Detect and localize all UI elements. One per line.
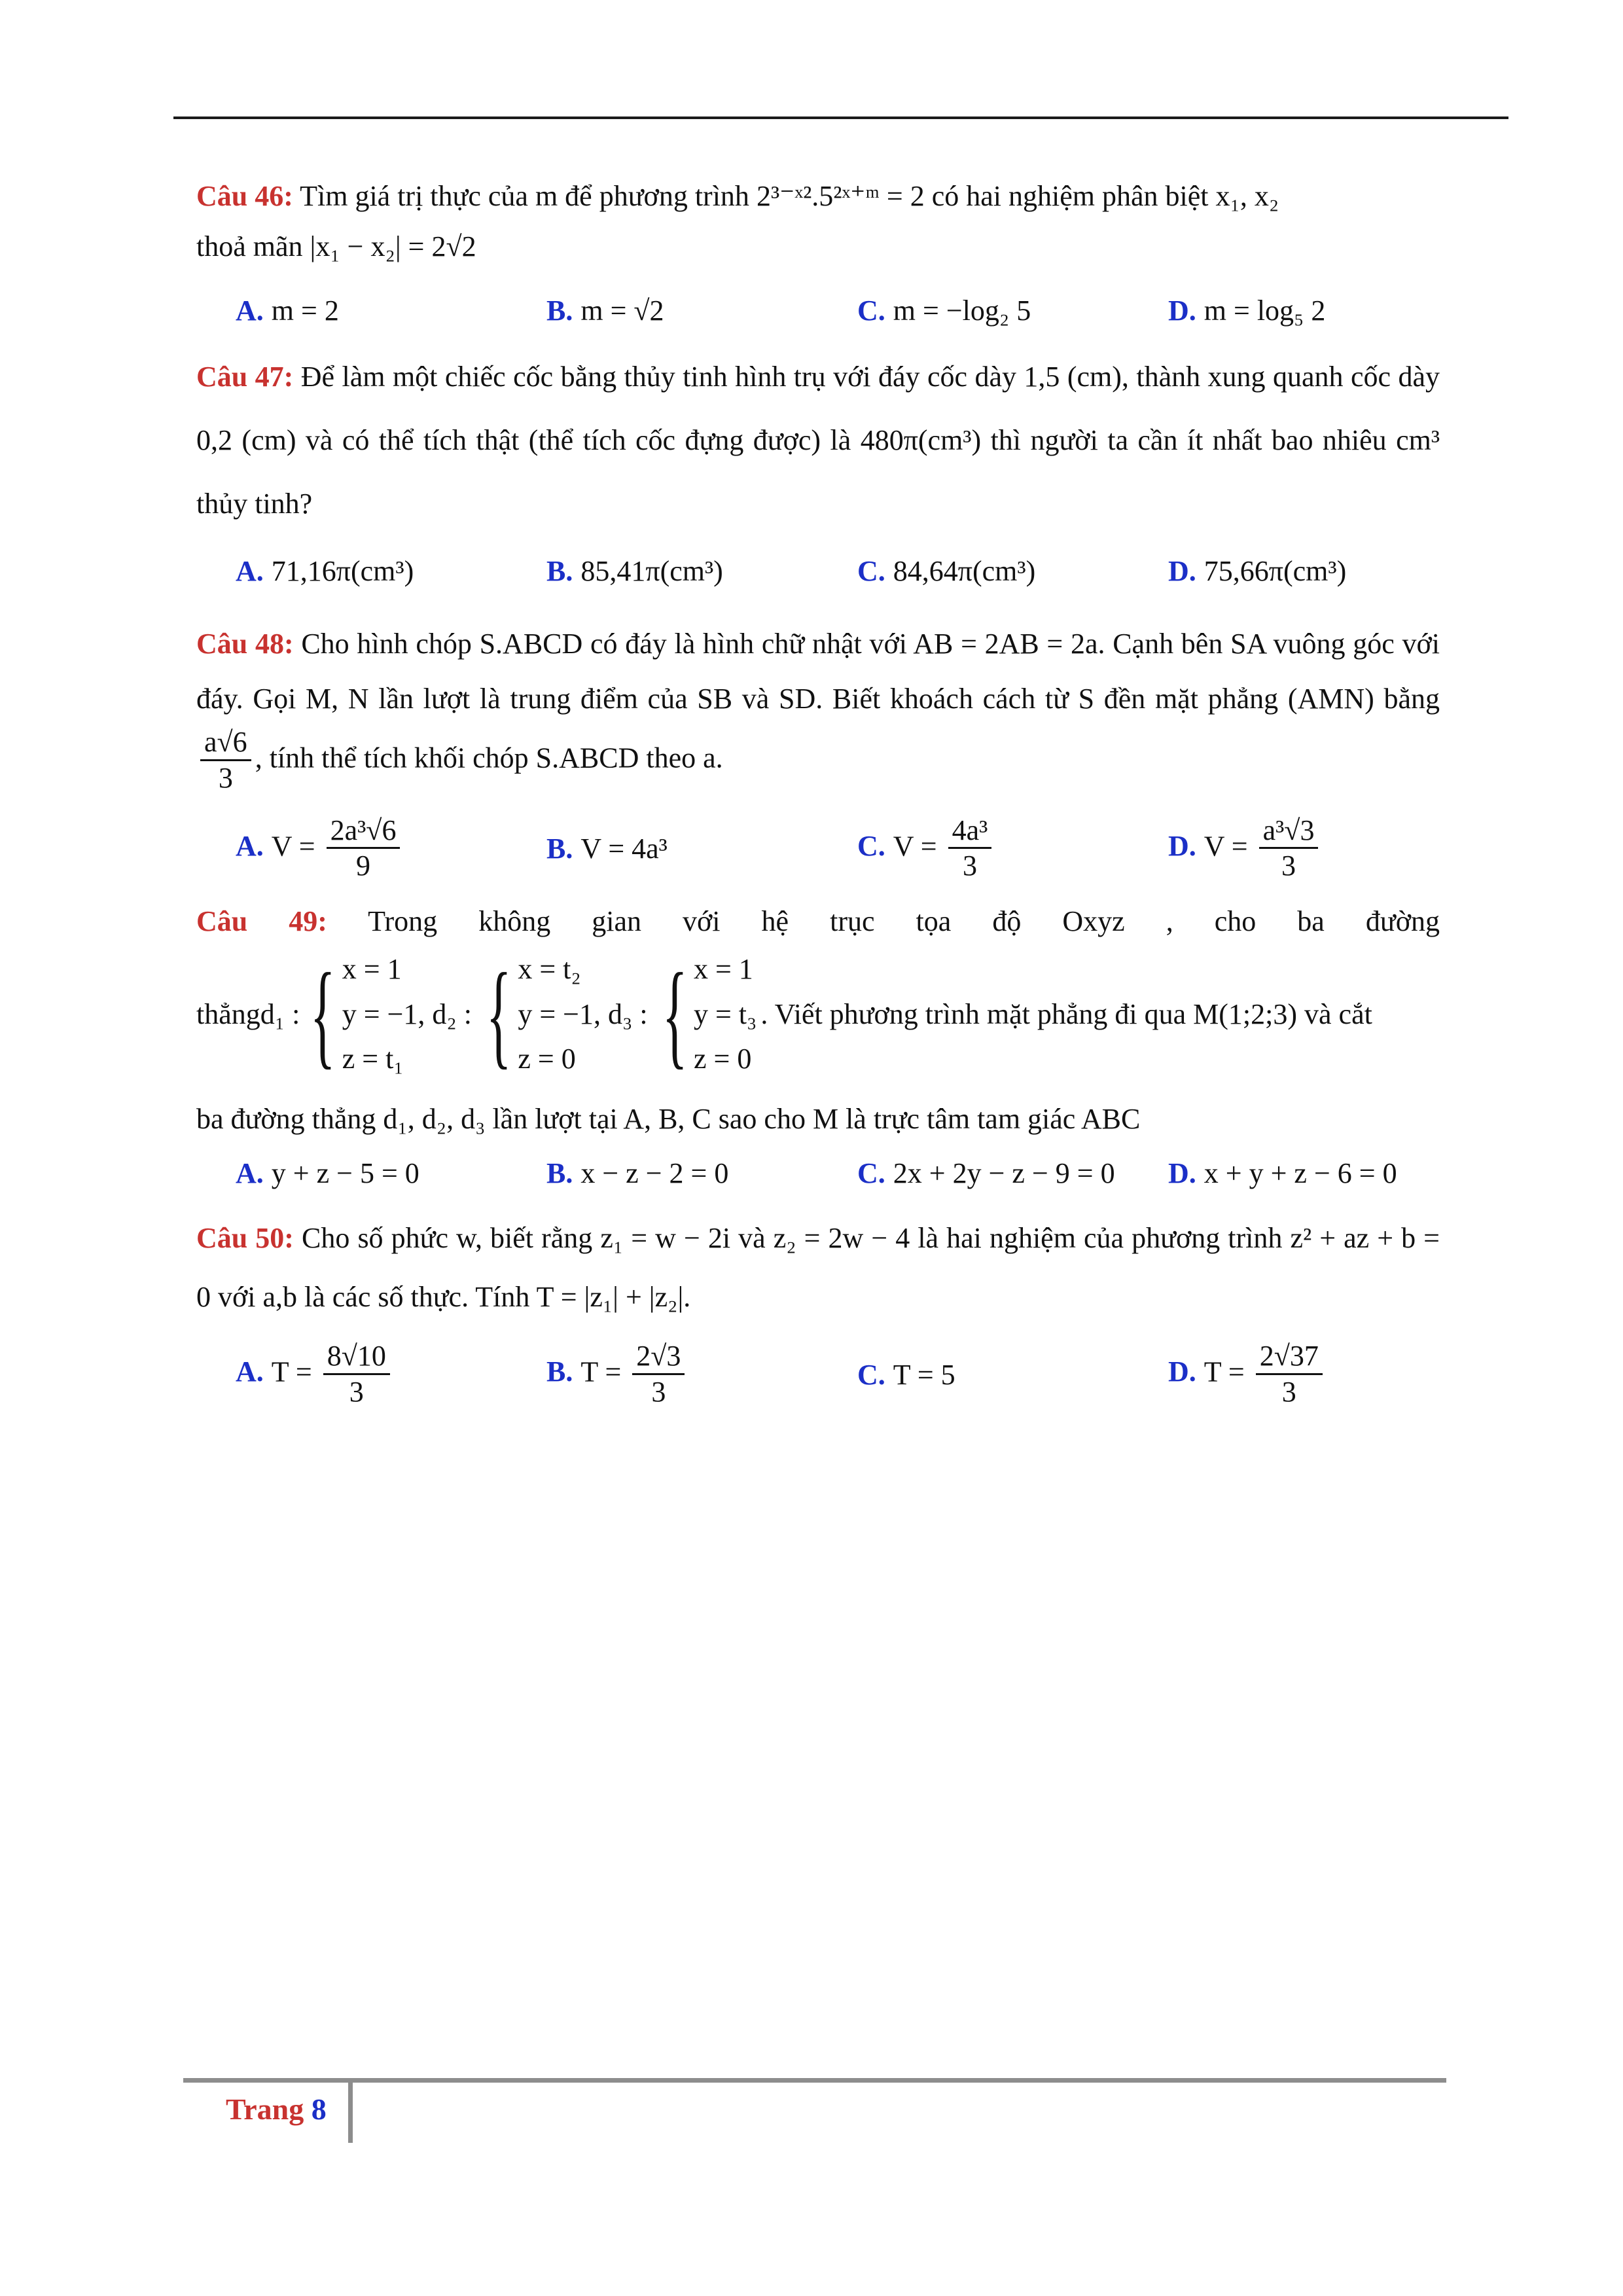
question-48-label: Câu 48: (196, 627, 294, 660)
question-49-text-2: . Viết phương trình mặt phẳng đi qua M(1;2;3) và cắt (760, 997, 1372, 1030)
question-50-equation: z² + az + b = 0 (196, 1221, 1440, 1313)
option-label: D. (1168, 554, 1196, 587)
option-text: x − z − 2 = 0 (580, 1157, 729, 1190)
option-label: B. (546, 833, 573, 865)
question-49-systems (196, 947, 1440, 1081)
option-label: C. (857, 1157, 885, 1190)
question-48 (196, 617, 1440, 796)
question-49-text-1: Trong không gian với hệ trục tọa độ Oxyz , cho ba đường (327, 905, 1440, 937)
option-label: B. (546, 294, 573, 327)
system-row: y = t₃ (693, 997, 757, 1030)
question-50-text-1: Cho số phức w, biết rằng (293, 1221, 601, 1254)
option-text: m = 2 (271, 294, 339, 327)
question-49 (196, 902, 1440, 941)
fraction-denominator: 9 (356, 850, 371, 882)
option-label: A. (236, 829, 264, 862)
question-46-vars: x₁, x₂ (1215, 180, 1279, 212)
option-d[interactable] (1168, 1154, 1479, 1193)
question-49-lines: d₁, d₂, d₃ (383, 1102, 486, 1135)
system-row: y = −1, d₂ : (342, 997, 472, 1030)
question-50-text-2: và (730, 1221, 774, 1254)
question-50-text-4: với a,b là các số thực. Tính (211, 1280, 537, 1313)
fraction-denominator: 3 (1281, 1375, 1296, 1408)
system-row: z = 0 (693, 1042, 752, 1075)
option-d[interactable] (1168, 1340, 1479, 1409)
option-c[interactable] (857, 552, 1168, 590)
question-48-text-1: Cho hình chóp S.ABCD có đáy là hình chữ nhật với AB = 2AB = 2a. Cạnh bên SA vuông góc với đáy. Gọi M, N lần lượt là trung điểm của SB và SD. Biết khoách cách từ S đền mặt phẳng (AMN) bằng (196, 627, 1440, 715)
option-label: A. (236, 554, 264, 587)
page-number: 8 (311, 2092, 327, 2126)
option-text: 84,64π(cm³) (893, 554, 1036, 587)
system-row: z = 0 (518, 1042, 576, 1075)
system-row: z = t₁ (342, 1042, 404, 1075)
option-text: 2x + 2y − z − 9 = 0 (893, 1157, 1115, 1190)
fraction-numerator: 8√10 (323, 1340, 390, 1375)
question-48-options (196, 814, 1440, 884)
option-b[interactable] (546, 1154, 857, 1193)
question-49-label: Câu 49: (196, 905, 327, 937)
brace-icon: { (310, 948, 336, 1079)
question-46-options (196, 291, 1440, 330)
question-50-options (196, 1340, 1440, 1409)
question-50-text-5: . (683, 1280, 691, 1313)
header-rule (173, 117, 1508, 119)
question-list (196, 177, 1440, 1409)
footer-rule (183, 2078, 1446, 2083)
option-prefix: V = (271, 829, 323, 862)
fraction-denominator: 3 (962, 850, 977, 882)
option-d[interactable] (1168, 552, 1479, 590)
question-46-text-1: Tìm giá trị thực của m để phương trình (293, 180, 757, 212)
option-label: B. (546, 1157, 573, 1190)
option-fraction (327, 814, 401, 884)
option-d[interactable] (1168, 814, 1479, 884)
question-48-text-2: , tính thể tích khối chóp S.ABCD theo a. (255, 742, 723, 774)
question-49-thang: thẳng (196, 997, 260, 1030)
option-text: x + y + z − 6 = 0 (1204, 1157, 1397, 1190)
option-prefix: T = 5 (893, 1358, 955, 1391)
question-50-label: Câu 50: (196, 1221, 294, 1254)
option-prefix: V = 4a³ (580, 833, 668, 865)
option-d[interactable] (1168, 291, 1479, 330)
system-row: x = 1 (342, 953, 402, 986)
option-c[interactable] (857, 814, 1168, 884)
question-49-text-4: lần lượt tại A, B, C sao cho M là trực tâm tam giác ABC (485, 1102, 1141, 1135)
option-b[interactable] (546, 829, 857, 868)
question-47-unit: cm³ (1396, 423, 1440, 456)
option-c[interactable] (857, 1355, 1168, 1394)
fraction-numerator: 2√3 (632, 1340, 685, 1375)
option-prefix: T = (1204, 1355, 1252, 1388)
question-50-text-3: là hai nghiệm của phương trình (910, 1221, 1291, 1254)
option-a[interactable] (236, 1340, 546, 1409)
option-b[interactable] (546, 291, 857, 330)
option-prefix: V = (1204, 829, 1255, 862)
option-a[interactable] (236, 814, 546, 884)
option-label: C. (857, 1358, 885, 1391)
fraction-denominator: 3 (218, 761, 233, 794)
question-46-line-2 (196, 227, 1440, 266)
system-row: y = −1, d₃ : (518, 997, 648, 1030)
question-47 (196, 346, 1440, 535)
question-50-target: T = |z₁| + |z₂| (536, 1280, 684, 1313)
option-label: D. (1168, 829, 1196, 862)
option-fraction (948, 814, 992, 884)
option-label: C. (857, 829, 885, 862)
question-49-line-3 (196, 1100, 1440, 1138)
fraction-numerator: a³√3 (1259, 814, 1319, 850)
fraction-denominator: 3 (651, 1375, 666, 1408)
option-prefix: V = (893, 829, 944, 862)
option-fraction (323, 1340, 390, 1409)
system-row: x = t₂ (518, 953, 581, 986)
option-c[interactable] (857, 1154, 1168, 1193)
question-46 (196, 177, 1440, 215)
question-47-text-3: thủy tinh? (196, 487, 313, 520)
option-label: D. (1168, 1157, 1196, 1190)
fraction-numerator: 2a³√6 (327, 814, 401, 850)
brace-icon: { (486, 948, 512, 1079)
question-50-z1: z₁ = w − 2i (600, 1221, 731, 1254)
option-label: D. (1168, 294, 1196, 327)
option-label: B. (546, 1355, 573, 1388)
fraction-numerator: a√6 (200, 726, 251, 761)
option-label: A. (236, 294, 264, 327)
question-48-distance (200, 726, 251, 795)
line-d2-system (480, 947, 648, 1081)
option-label: A. (236, 1157, 264, 1190)
line-d1-name: d₁ : (260, 997, 300, 1030)
page-label: Trang (226, 2092, 312, 2126)
question-49-options (196, 1154, 1440, 1193)
option-text: 85,41π(cm³) (580, 554, 723, 587)
question-49-text-3: ba đường thẳng (196, 1102, 383, 1135)
option-a[interactable] (236, 552, 546, 590)
option-fraction (632, 1340, 685, 1409)
option-label: C. (857, 554, 885, 587)
option-a[interactable] (236, 1154, 546, 1193)
option-c[interactable] (857, 291, 1168, 330)
question-46-condition: |x₁ − x₂| = 2√2 (310, 230, 476, 263)
question-47-volume: 480π(cm³) (860, 423, 982, 456)
option-text: m = √2 (580, 294, 664, 327)
option-text: 75,66π(cm³) (1204, 554, 1347, 587)
option-text: m = log₅ 2 (1204, 294, 1326, 327)
option-b[interactable] (546, 552, 857, 590)
option-text: m = −log₂ 5 (893, 294, 1031, 327)
brace-icon: { (662, 948, 688, 1079)
page-footer (226, 2092, 327, 2126)
option-label: B. (546, 554, 573, 587)
fraction-denominator: 3 (1281, 850, 1296, 882)
option-text: 71,16π(cm³) (271, 554, 414, 587)
option-a[interactable] (236, 291, 546, 330)
option-label: D. (1168, 1355, 1196, 1388)
question-46-text-3: thoả mãn (196, 230, 310, 263)
question-47-text-2: thì người ta cần ít nhất bao nhiêu (981, 423, 1397, 456)
line-d1-system (304, 947, 472, 1081)
question-50 (196, 1209, 1440, 1327)
option-label: C. (857, 294, 885, 327)
system-row: x = 1 (693, 953, 753, 986)
line-d3-system (656, 947, 757, 1081)
option-text: y + z − 5 = 0 (271, 1157, 419, 1190)
option-b[interactable] (546, 1340, 857, 1409)
question-47-options (196, 552, 1440, 590)
option-prefix: T = (580, 1355, 629, 1388)
question-47-text-1: Để làm một chiếc cốc bằng thủy tinh hình trụ với đáy cốc dày 1,5 (cm), thành xung quanh cốc dày 0,2 (cm) và có thể tích thật (thể tích cốc đựng được) là (196, 361, 1440, 456)
option-label: A. (236, 1355, 264, 1388)
option-fraction (1256, 1340, 1323, 1409)
footer-divider (348, 2083, 353, 2143)
question-46-text-2: có hai nghiệm phân biệt (924, 180, 1216, 212)
fraction-numerator: 2√37 (1256, 1340, 1323, 1375)
question-50-z2: z₂ = 2w − 4 (773, 1221, 910, 1254)
question-46-label: Câu 46: (196, 180, 293, 212)
question-46-equation: 2³⁻ˣ².5²ˣ⁺ᵐ = 2 (756, 180, 925, 212)
fraction-denominator: 3 (349, 1375, 364, 1408)
option-prefix: T = (271, 1355, 319, 1388)
question-47-label: Câu 47: (196, 361, 294, 393)
fraction-numerator: 4a³ (948, 814, 992, 850)
option-fraction (1259, 814, 1319, 884)
